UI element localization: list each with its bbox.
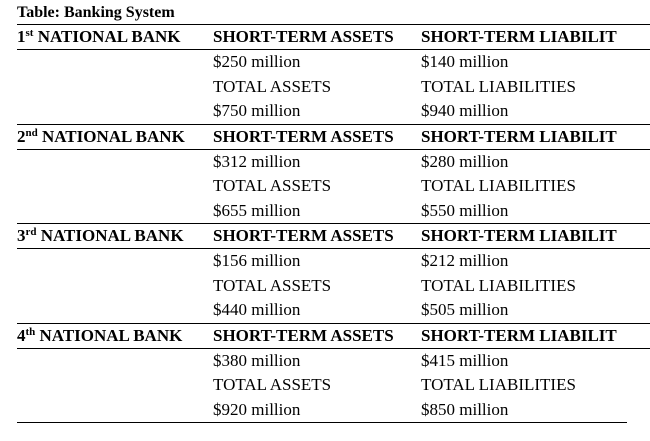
table-row <box>17 174 650 199</box>
short-term-liabilities-value: $415 million <box>421 350 509 370</box>
table-row <box>17 398 650 423</box>
bank-ordinal-suffix: rd <box>25 226 37 239</box>
bank-ordinal-number: 3 <box>17 226 26 245</box>
bank-header-row <box>17 323 650 349</box>
bank-ordinal-number: 2 <box>17 126 26 146</box>
table-row <box>17 50 650 75</box>
total-liabilities-label: TOTAL LIABILITIES <box>421 375 576 395</box>
bank-name-cell <box>17 226 213 246</box>
bank-section-4 <box>17 323 650 423</box>
bank-ordinal-suffix: th <box>25 325 36 338</box>
table-row <box>17 99 650 124</box>
column-header-assets: SHORT-TERM ASSETS <box>213 126 394 146</box>
total-liabilities-value: $940 million <box>421 101 509 121</box>
column-header-liabilities: SHORT-TERM LIABILIT <box>421 126 617 146</box>
bank-name: NATIONAL BANK <box>37 27 181 46</box>
table-row <box>17 274 650 299</box>
table-row <box>17 298 650 323</box>
bank-section-2 <box>17 124 650 224</box>
table-bottom-rule <box>17 422 627 423</box>
short-term-assets-value: $250 million <box>213 52 301 72</box>
total-assets-label: TOTAL ASSETS <box>213 275 332 295</box>
column-header-liabilities: SHORT-TERM LIABILIT <box>421 325 617 345</box>
short-term-assets-value: $312 million <box>213 151 301 171</box>
table-row <box>17 199 650 224</box>
short-term-assets-value: $380 million <box>213 350 301 370</box>
short-term-liabilities-value: $212 million <box>421 251 509 271</box>
bank-ordinal-number: 4 <box>17 325 26 345</box>
bank-section-3 <box>17 223 650 323</box>
bank-header-row <box>17 24 650 50</box>
total-liabilities-value: $505 million <box>421 300 509 320</box>
table-row <box>17 75 650 100</box>
bank-name-cell <box>17 127 213 147</box>
column-header-assets: SHORT-TERM ASSETS <box>213 325 394 345</box>
total-assets-label: TOTAL ASSETS <box>213 375 332 395</box>
table-row <box>17 249 650 274</box>
total-liabilities-value: $550 million <box>421 200 509 220</box>
short-term-assets-value: $156 million <box>213 251 301 271</box>
total-liabilities-label: TOTAL LIABILITIES <box>421 176 576 196</box>
table-row <box>17 373 650 398</box>
bank-name: NATIONAL BANK <box>42 126 185 146</box>
bank-name: NATIONAL BANK <box>39 325 183 345</box>
total-assets-label: TOTAL ASSETS <box>213 176 332 196</box>
short-term-liabilities-value: $140 million <box>421 52 509 72</box>
banking-table <box>17 24 650 423</box>
total-liabilities-label: TOTAL LIABILITIES <box>421 76 576 96</box>
total-assets-value: $655 million <box>213 200 301 220</box>
total-liabilities-value: $850 million <box>421 399 509 419</box>
document-page <box>17 4 650 423</box>
total-assets-label: TOTAL ASSETS <box>213 76 332 96</box>
total-assets-value: $750 million <box>213 101 301 121</box>
table-row <box>17 150 650 175</box>
total-liabilities-label: TOTAL LIABILITIES <box>421 275 576 295</box>
table-row <box>17 349 650 374</box>
bank-header-row <box>17 223 650 249</box>
bank-section-1 <box>17 24 650 124</box>
bank-name-cell <box>17 27 213 47</box>
short-term-liabilities-value: $280 million <box>421 151 509 171</box>
column-header-assets: SHORT-TERM ASSETS <box>213 27 394 46</box>
total-assets-value: $440 million <box>213 300 301 320</box>
bank-ordinal-suffix: nd <box>25 126 38 139</box>
table-title: Table: Banking System <box>17 4 175 21</box>
bank-ordinal-number: 1 <box>17 27 26 46</box>
column-header-liabilities: SHORT-TERM LIABILIT <box>421 27 617 46</box>
bank-name-cell <box>17 326 213 346</box>
total-assets-value: $920 million <box>213 399 301 419</box>
bank-name: NATIONAL BANK <box>40 226 184 245</box>
bank-ordinal-suffix: st <box>25 27 34 40</box>
column-header-liabilities: SHORT-TERM LIABILIT <box>421 226 617 245</box>
column-header-assets: SHORT-TERM ASSETS <box>213 226 394 245</box>
bank-header-row <box>17 124 650 150</box>
